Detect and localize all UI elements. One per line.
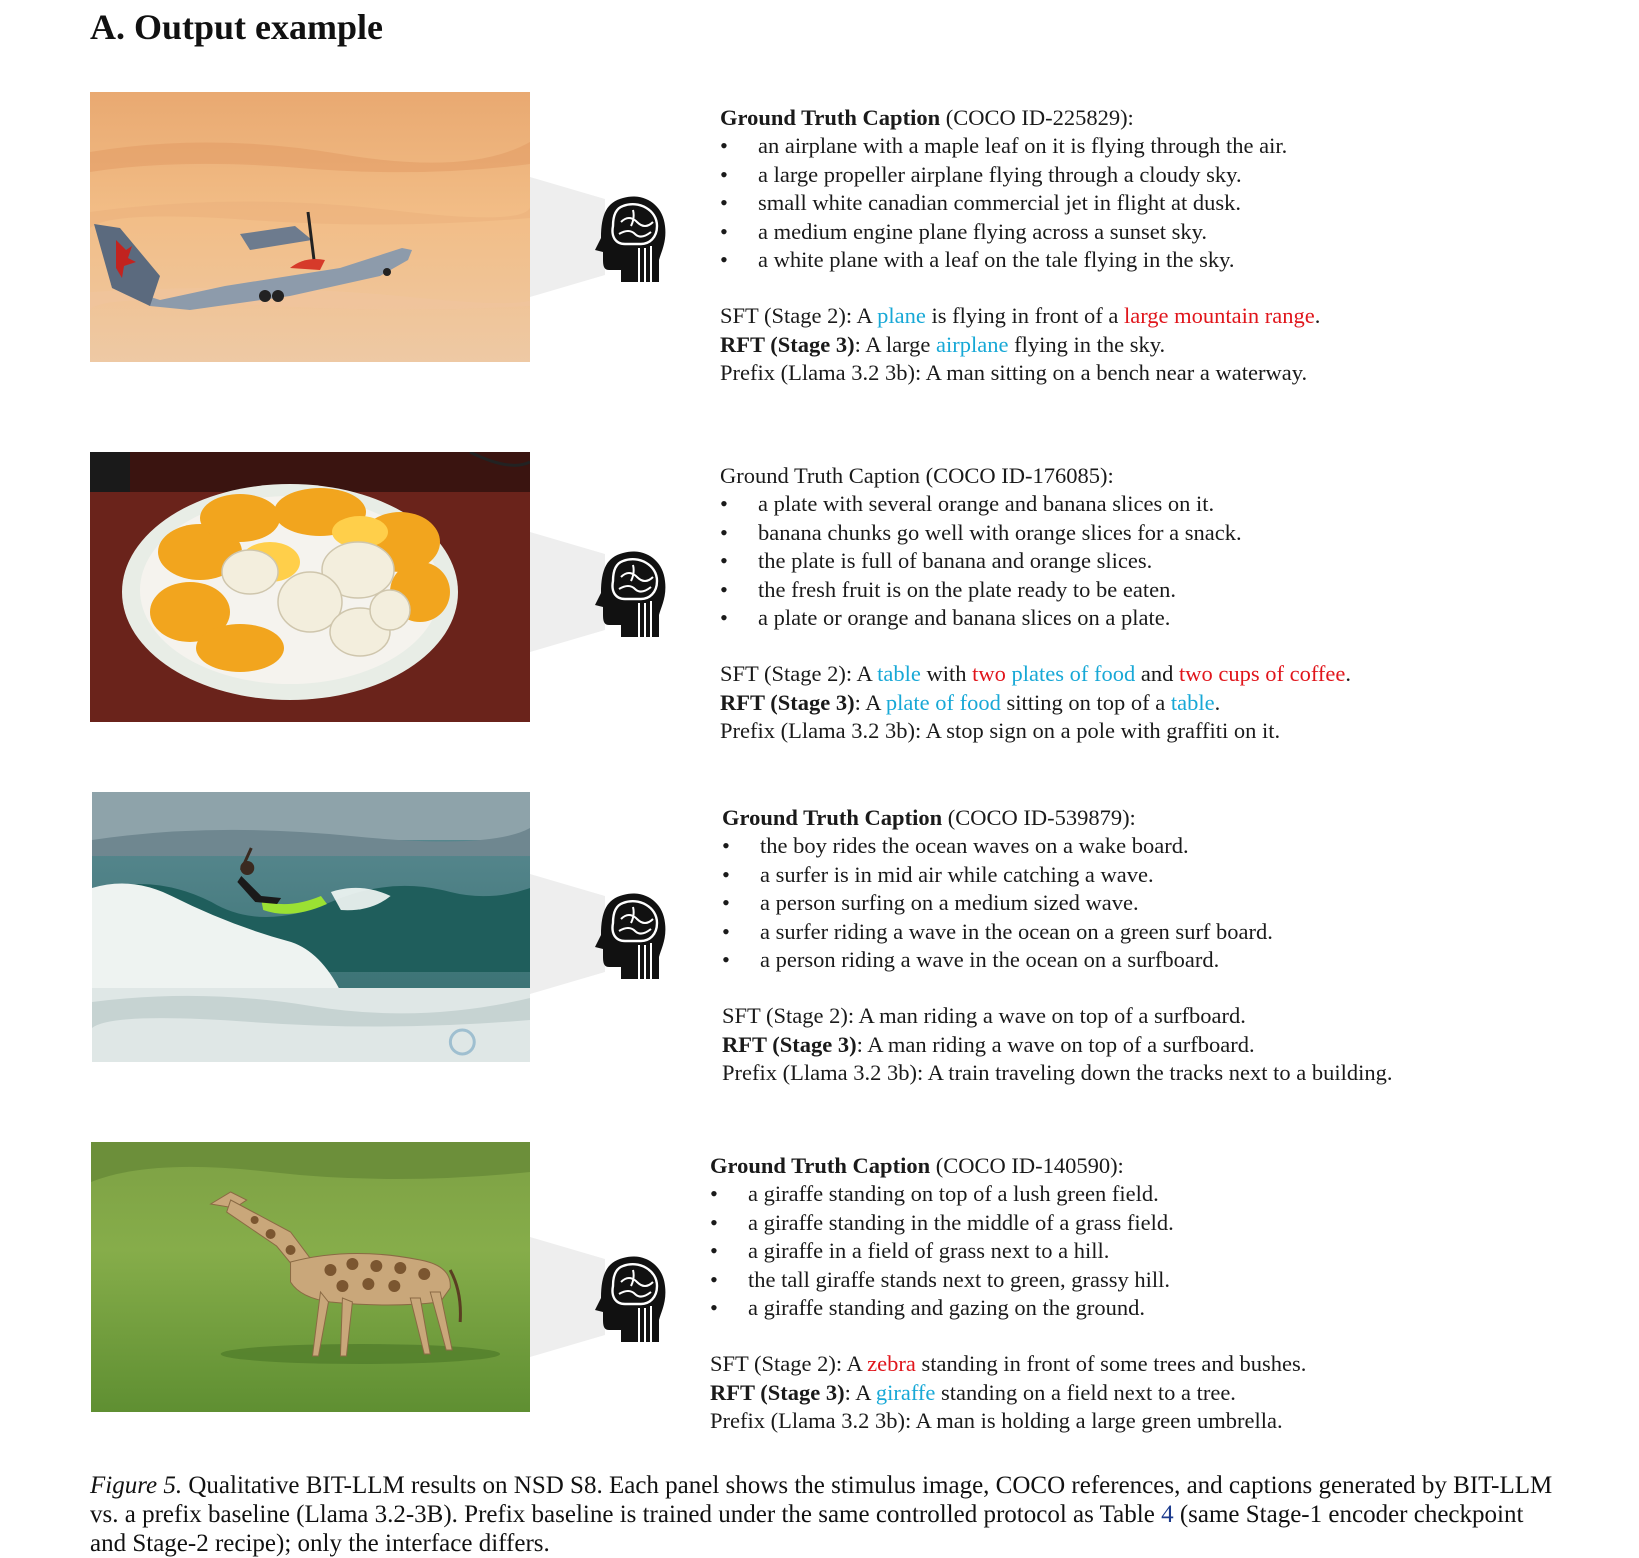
model-label: RFT (Stage 3) — [720, 689, 855, 715]
caption-text: : A — [854, 689, 886, 715]
table-reference-link[interactable]: 4 — [1161, 1501, 1174, 1528]
caption-highlight-correct: table — [1170, 689, 1215, 715]
model-label: Prefix (Llama 3.2 3b) — [720, 718, 915, 744]
example-panel-surfer — [0, 792, 1639, 1092]
ground-truth-label: Ground Truth Caption — [722, 805, 943, 830]
caption-text: : A — [835, 1351, 868, 1377]
generated-captions — [722, 1002, 1393, 1087]
caption-text: sitting on top of a — [1000, 689, 1171, 715]
reference-caption: • a white plane with a leaf on the tale flying in the sky. — [720, 246, 1320, 274]
caption-text: standing in front of some trees and bushes. — [915, 1351, 1307, 1377]
brain-head-icon — [595, 192, 667, 282]
reference-caption: • a plate with several orange and banana slices on it. — [720, 490, 1351, 518]
reference-caption: • a giraffe standing on top of a lush green field. — [710, 1180, 1306, 1208]
projection-beam — [530, 532, 605, 652]
generated-captions — [720, 660, 1351, 745]
rft-caption-line — [722, 1031, 1393, 1059]
caption-highlight-correct: giraffe — [875, 1379, 936, 1405]
example-panel-giraffe — [0, 1142, 1639, 1442]
reference-caption: • a plate or orange and banana slices on a plate. — [720, 604, 1351, 632]
caption-highlight-correct: airplane — [936, 331, 1009, 357]
caption-text: : A — [844, 1379, 876, 1405]
reference-captions — [710, 1180, 1306, 1322]
model-label: Prefix (Llama 3.2 3b) — [722, 1060, 917, 1086]
brain-head-icon — [595, 889, 667, 979]
rft-caption-line — [720, 689, 1351, 717]
reference-caption: • a person riding a wave in the ocean on a surfboard. — [722, 946, 1393, 974]
reference-caption: • the fresh fruit is on the plate ready to be eaten. — [720, 576, 1351, 604]
figure-caption-text: Qualitative BIT-LLM results on NSD S8. Each panel shows the stimulus image, COCO references, and captions generated by BIT-LLM vs. a prefix baseline (Llama 3.2-3B). Prefix baseline is trained under the same controlled protocol as Table — [90, 1472, 1553, 1528]
reference-caption: • the boy rides the ocean waves on a wake board. — [722, 832, 1393, 860]
ground-truth-heading — [722, 804, 1393, 832]
coco-id: (COCO ID-140590): — [930, 1153, 1124, 1178]
reference-caption: • a giraffe in a field of grass next to a hill. — [710, 1237, 1306, 1265]
coco-id: (COCO ID-176085): — [920, 463, 1114, 488]
caption-text: : A man is holding a large green umbrella. — [904, 1408, 1283, 1434]
coco-id: (COCO ID-539879): — [942, 805, 1136, 830]
reference-caption: • an airplane with a maple leaf on it is flying through the air. — [720, 132, 1320, 160]
example-panel-fruit — [0, 452, 1639, 752]
reference-caption: • a surfer riding a wave in the ocean on a green surf board. — [722, 918, 1393, 946]
caption-highlight-wrong: two — [972, 661, 1006, 687]
model-label: RFT (Stage 3) — [720, 331, 855, 357]
sft-caption-line — [722, 1002, 1393, 1030]
reference-caption: • the tall giraffe stands next to green, grassy hill. — [710, 1266, 1306, 1294]
caption-text: is flying in front of a — [925, 303, 1124, 329]
caption-highlight-wrong: zebra — [867, 1351, 916, 1377]
sft-caption-line — [720, 660, 1351, 688]
projection-beam — [530, 1237, 605, 1357]
figure-label: Figure 5. — [90, 1472, 183, 1499]
model-label: RFT (Stage 3) — [722, 1031, 857, 1057]
caption-text: and — [1135, 661, 1179, 687]
stimulus-image-airplane — [90, 92, 530, 362]
ground-truth-heading — [720, 462, 1351, 490]
rft-caption-line — [720, 331, 1320, 359]
reference-caption: • a person surfing on a medium sized wave. — [722, 889, 1393, 917]
generated-captions — [710, 1350, 1306, 1435]
caption-text: : A — [845, 303, 878, 329]
model-label: SFT (Stage 2) — [720, 661, 846, 687]
reference-captions — [720, 490, 1351, 632]
caption-text: with — [920, 661, 973, 687]
caption-text: flying in the sky. — [1008, 331, 1166, 357]
prefix-caption-line — [720, 359, 1320, 387]
figure-caption — [90, 1471, 1560, 1558]
figure-caption-text: (same Stage-1 encoder checkpoint and Stage-2 recipe); only the interface differs. — [90, 1501, 1524, 1557]
reference-caption: • small white canadian commercial jet in flight at dusk. — [720, 189, 1320, 217]
generated-captions — [720, 302, 1320, 387]
stimulus-image-giraffe — [91, 1142, 530, 1412]
caption-highlight-correct: plate of food — [885, 689, 1001, 715]
caption-block — [722, 804, 1393, 1088]
caption-text: : A man riding a wave on top of a surfboard. — [847, 1003, 1246, 1029]
reference-caption: • a large propeller airplane flying through a cloudy sky. — [720, 161, 1320, 189]
caption-highlight-wrong: large mountain range — [1123, 303, 1315, 329]
model-label: Prefix (Llama 3.2 3b) — [710, 1408, 905, 1434]
caption-highlight-wrong: two cups of coffee — [1178, 661, 1346, 687]
sft-caption-line — [710, 1350, 1306, 1378]
stimulus-image-fruit — [90, 452, 530, 722]
caption-text: : A train traveling down the tracks next to a building. — [916, 1060, 1393, 1086]
reference-caption: • banana chunks go well with orange slices for a snack. — [720, 519, 1351, 547]
stimulus-image-surfer — [92, 792, 530, 1062]
prefix-caption-line — [710, 1407, 1306, 1435]
model-label: SFT (Stage 2) — [710, 1351, 836, 1377]
ground-truth-heading — [720, 104, 1320, 132]
caption-text: : A — [845, 661, 878, 687]
model-label: Prefix (Llama 3.2 3b) — [720, 360, 915, 386]
caption-text: : A large — [854, 331, 937, 357]
caption-text: : A stop sign on a pole with graffiti on it. — [914, 718, 1281, 744]
caption-text: . — [1345, 661, 1351, 687]
model-label: SFT (Stage 2) — [722, 1003, 848, 1029]
caption-text: . — [1314, 303, 1321, 329]
reference-caption: • a medium engine plane flying across a sunset sky. — [720, 218, 1320, 246]
model-label: RFT (Stage 3) — [710, 1379, 845, 1405]
coco-id: (COCO ID-225829): — [940, 105, 1134, 130]
reference-caption: • a surfer is in mid air while catching a wave. — [722, 861, 1393, 889]
prefix-caption-line — [722, 1059, 1393, 1087]
ground-truth-label: Ground Truth Caption — [710, 1153, 931, 1178]
caption-block — [710, 1152, 1306, 1436]
reference-caption: • the plate is full of banana and orange slices. — [720, 547, 1351, 575]
caption-highlight-correct: plates of food — [1011, 661, 1136, 687]
sft-caption-line — [720, 302, 1320, 330]
caption-text: standing on a field next to a tree. — [935, 1379, 1236, 1405]
caption-text: . — [1214, 689, 1221, 715]
caption-text: : A man sitting on a bench near a waterway. — [914, 360, 1308, 386]
reference-caption: • a giraffe standing and gazing on the ground. — [710, 1294, 1306, 1322]
ground-truth-label: Ground Truth Caption — [720, 105, 941, 130]
caption-text: : A man riding a wave on top of a surfboard. — [856, 1031, 1255, 1057]
caption-block — [720, 104, 1320, 388]
projection-beam — [530, 177, 605, 297]
rft-caption-line — [710, 1379, 1306, 1407]
brain-head-icon — [595, 547, 667, 637]
prefix-caption-line — [720, 717, 1351, 745]
model-label: SFT (Stage 2) — [720, 303, 846, 329]
ground-truth-label: Ground Truth Caption — [720, 463, 921, 488]
caption-highlight-correct: plane — [877, 303, 926, 329]
reference-captions — [722, 832, 1393, 974]
reference-caption: • a giraffe standing in the middle of a grass field. — [710, 1209, 1306, 1237]
example-panel-airplane — [0, 92, 1639, 392]
ground-truth-heading — [710, 1152, 1306, 1180]
reference-captions — [720, 132, 1320, 274]
projection-beam — [530, 874, 605, 994]
caption-highlight-correct: table — [877, 661, 921, 687]
caption-block — [720, 462, 1351, 746]
brain-head-icon — [595, 1252, 667, 1342]
section-title: A. Output example — [90, 7, 384, 47]
